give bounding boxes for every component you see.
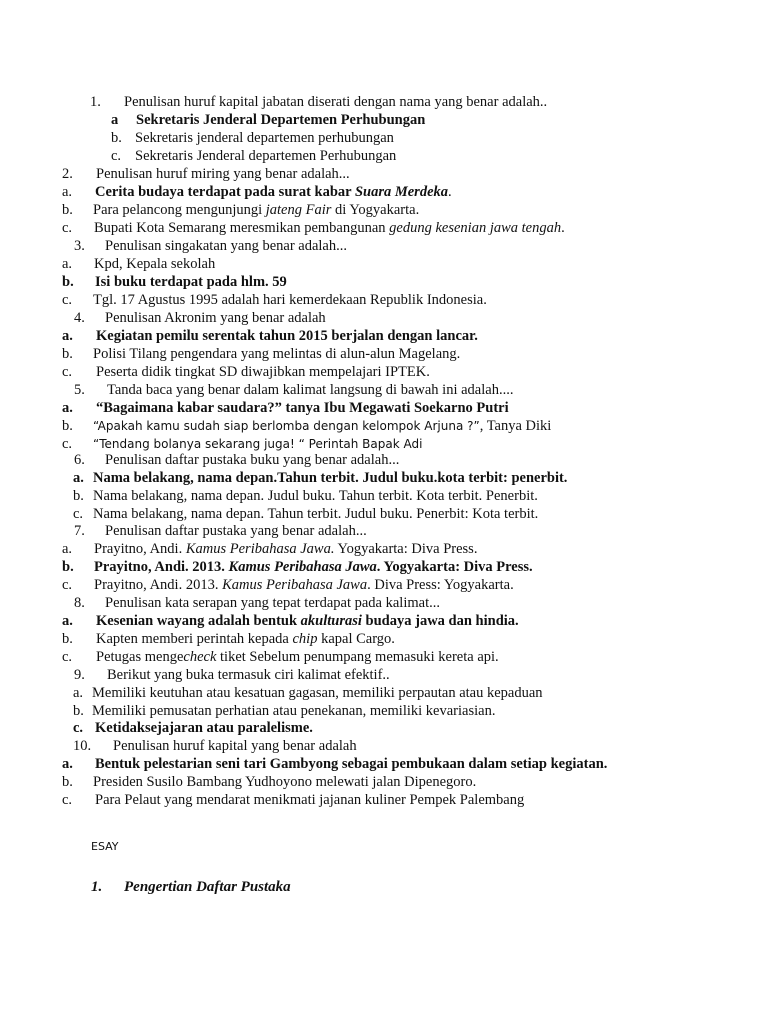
option-marker: a bbox=[111, 112, 119, 128]
option-text: Nama belakang, nama depan. Judul buku. Tahun terbit. Kota terbit. Penerbit. bbox=[93, 488, 538, 504]
option-text: Sekretaris jenderal departemen perhubungan bbox=[135, 130, 394, 146]
option-marker: b. bbox=[62, 774, 73, 790]
option-marker: a. bbox=[62, 400, 73, 416]
option-text: Kapten memberi perintah kepada chip kapal Cargo. bbox=[96, 631, 395, 647]
option-text: Peserta didik tingkat SD diwajibkan mempelajari IPTEK. bbox=[96, 364, 430, 380]
option-marker: b. bbox=[62, 418, 73, 434]
option-marker: c. bbox=[62, 577, 73, 593]
question-number: 2. bbox=[62, 166, 73, 182]
option-marker: b. bbox=[73, 703, 84, 719]
question-number: 5. bbox=[74, 382, 85, 398]
question-text: Berikut yang buka termasuk ciri kalimat efektif.. bbox=[107, 667, 390, 683]
question-text: Penulisan daftar pustaka buku yang benar adalah... bbox=[105, 452, 400, 468]
question-number: 7. bbox=[74, 523, 85, 539]
option-marker: b. bbox=[62, 202, 73, 218]
option-marker: c. bbox=[111, 148, 122, 164]
option-marker: c. bbox=[62, 792, 73, 808]
option-text: Polisi Tilang pengendara yang melintas di alun-alun Magelang. bbox=[93, 346, 461, 362]
option-marker: c. bbox=[62, 220, 73, 236]
option-text: Petugas mengecheck tiket Sebelum penumpang memasuki kereta api. bbox=[96, 649, 499, 665]
option-marker: b. bbox=[62, 559, 74, 575]
question-text: Tanda baca yang benar dalam kalimat langsung di bawah ini adalah.... bbox=[107, 382, 514, 398]
option-text: Prayitno, Andi. 2013. Kamus Peribahasa Jawa. Diva Press: Yogyakarta. bbox=[94, 577, 514, 593]
question-number: 1. bbox=[90, 94, 101, 110]
question-number: 6. bbox=[74, 452, 85, 468]
option-text: Prayitno, Andi. Kamus Peribahasa Jawa. Yogyakarta: Diva Press. bbox=[94, 541, 478, 557]
option-text: Sekretaris Jenderal departemen Perhubungan bbox=[135, 148, 397, 164]
essay-question-text: Pengertian Daftar Pustaka bbox=[124, 879, 291, 895]
question-text: Penulisan daftar pustaka yang benar adalah... bbox=[105, 523, 367, 539]
option-text: Cerita budaya terdapat pada surat kabar Suara Merdeka. bbox=[95, 184, 452, 200]
question-text: Penulisan Akronim yang benar adalah bbox=[105, 310, 326, 326]
option-marker: a. bbox=[73, 470, 84, 486]
question-text: Penulisan huruf kapital jabatan diserati dengan nama yang benar adalah.. bbox=[124, 94, 548, 110]
question-text: Penulisan huruf kapital yang benar adalah bbox=[113, 738, 357, 754]
option-marker: c. bbox=[62, 649, 73, 665]
question-number: 9. bbox=[74, 667, 85, 683]
option-marker: a. bbox=[62, 328, 73, 344]
option-text: Sekretaris Jenderal Departemen Perhubungan bbox=[136, 112, 426, 128]
option-text: “Tendang bolanya sekarang juga! “ Perintah Bapak Adi bbox=[93, 437, 423, 451]
option-marker: c. bbox=[62, 292, 73, 308]
option-marker: c. bbox=[62, 436, 73, 452]
option-text: Ketidaksejajaran atau paralelisme. bbox=[95, 720, 313, 736]
option-text: Memiliki pemusatan perhatian atau penekanan, memiliki kevariasian. bbox=[92, 703, 496, 719]
option-text: “Bagaimana kabar saudara?” tanya Ibu Megawati Soekarno Putri bbox=[96, 400, 509, 416]
option-text: Nama belakang, nama depan.Tahun terbit. Judul buku.kota terbit: penerbit. bbox=[93, 470, 568, 486]
question-text: Penulisan kata serapan yang tepat terdapat pada kalimat... bbox=[105, 595, 440, 611]
question-text: Penulisan singakatan yang benar adalah... bbox=[105, 238, 347, 254]
option-marker: a. bbox=[62, 613, 73, 629]
option-marker: b. bbox=[62, 346, 73, 362]
option-text: Tgl. 17 Agustus 1995 adalah hari kemerdekaan Republik Indonesia. bbox=[93, 292, 487, 308]
question-text: Penulisan huruf miring yang benar adalah... bbox=[96, 166, 350, 182]
essay-heading: ESAY bbox=[91, 840, 119, 853]
option-marker: a. bbox=[62, 541, 73, 557]
option-marker: c. bbox=[73, 506, 84, 522]
option-marker: c. bbox=[62, 364, 73, 380]
option-marker: b. bbox=[62, 274, 74, 290]
option-marker: a. bbox=[73, 685, 84, 701]
option-text: Bupati Kota Semarang meresmikan pembangunan gedung kesenian jawa tengah. bbox=[94, 220, 565, 236]
option-text: Presiden Susilo Bambang Yudhoyono melewati jalan Dipenegoro. bbox=[93, 774, 477, 790]
option-text: Kpd, Kepala sekolah bbox=[94, 256, 216, 272]
option-text: Memiliki keutuhan atau kesatuan gagasan, memiliki perpautan atau kepaduan bbox=[92, 685, 543, 701]
option-marker: b. bbox=[111, 130, 122, 146]
option-text: Prayitno, Andi. 2013. Kamus Peribahasa Jawa. Yogyakarta: Diva Press. bbox=[94, 559, 533, 575]
option-text: Kesenian wayang adalah bentuk akulturasi budaya jawa dan hindia. bbox=[96, 613, 519, 629]
option-marker: b. bbox=[73, 488, 84, 504]
option-marker: a. bbox=[62, 756, 73, 772]
option-text: Isi buku terdapat pada hlm. 59 bbox=[95, 274, 287, 290]
question-number: 4. bbox=[74, 310, 85, 326]
option-marker: a. bbox=[62, 184, 73, 200]
option-text: Nama belakang, nama depan. Tahun terbit. Judul buku. Penerbit: Kota terbit. bbox=[93, 506, 539, 522]
question-number: 3. bbox=[74, 238, 85, 254]
option-text: Para pelancong mengunjungi jateng Fair di Yogyakarta. bbox=[93, 202, 420, 218]
option-marker: a. bbox=[62, 256, 73, 272]
option-marker: b. bbox=[62, 631, 73, 647]
essay-question-number: 1. bbox=[91, 879, 103, 895]
option-text: Bentuk pelestarian seni tari Gambyong sebagai pembukaan dalam setiap kegiatan. bbox=[95, 756, 608, 772]
question-number: 8. bbox=[74, 595, 85, 611]
option-text: “Apakah kamu sudah siap berlomba dengan kelompok Arjuna ?”, Tanya Diki bbox=[93, 418, 552, 434]
question-number: 10. bbox=[73, 738, 92, 754]
option-marker: c. bbox=[73, 720, 84, 736]
option-text: Para Pelaut yang mendarat menikmati jajanan kuliner Pempek Palembang bbox=[95, 792, 525, 808]
option-text: Kegiatan pemilu serentak tahun 2015 berjalan dengan lancar. bbox=[96, 328, 478, 344]
